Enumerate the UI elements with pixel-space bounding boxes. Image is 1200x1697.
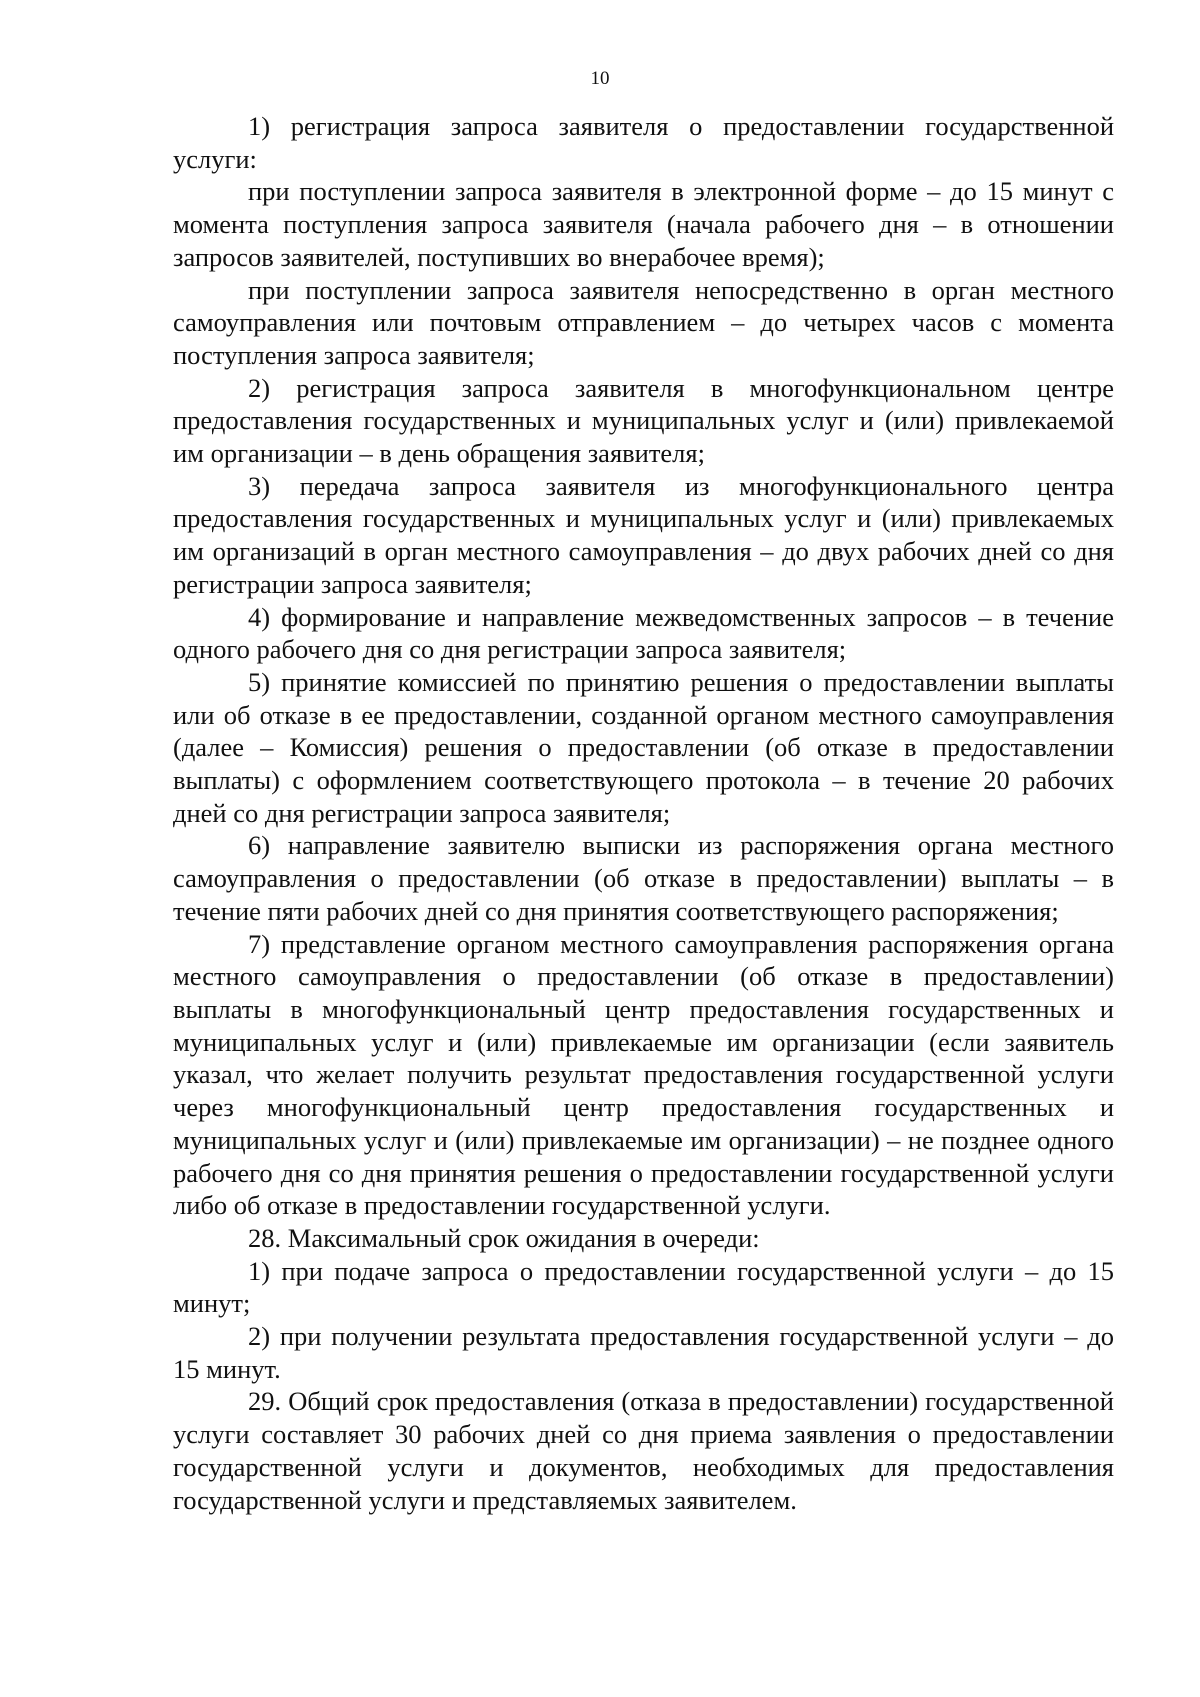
paragraph-commission-decision: 5) принятие комиссией по принятию решения о предоставлении выплаты или об отказе в ее предоставлении, созданной органом местного самоуправления (далее – Комиссия) решения о предоставлении (об отказе в предоставлении выплаты) с оформлением соответствующего протокола – в течение 20 рабочих дней со дня регистрации запроса заявителя; — [173, 666, 1114, 828]
paragraph-mfc-registration: 2) регистрация запроса заявителя в многофункциональном центре предоставления государственных и муниципальных услуг и (или) привлекаемой им организации – в день обращения заявителя; — [173, 372, 1114, 469]
paragraph-interagency-requests: 4) формирование и направление межведомственных запросов – в течение одного рабочего дня со дня регистрации запроса заявителя; — [173, 601, 1114, 665]
paragraph-order-submission: 7) представление органом местного самоуправления распоряжения органа местного самоуправления о предоставлении (об отказе в предоставлении) выплаты в многофункциональный центр предоставления государственных и муниципальных услуг и (или) привлекаемые им организации (если заявитель указал, что желает получить результат предоставления государственной услуги через многофункциональный центр предоставления государственных и муниципальных услуг и (или) привлекаемые им организации) – не позднее одного рабочего дня со дня принятия решения о предоставлении государственной услуги либо об отказе в предоставлении государственной услуги. — [173, 928, 1114, 1221]
paragraph-mfc-transfer: 3) передача запроса заявителя из многофункционального центра предоставления государственных и муниципальных услуг и (или) привлекаемых им организаций в орган местного самоуправления – до двух рабочих дней со дня регистрации запроса заявителя; — [173, 470, 1114, 599]
paragraph-extract-sending: 6) направление заявителю выписки из распоряжения органа местного самоуправления о предоставлении (об отказе в предоставлении) выплаты – в течение пяти рабочих дней со дня принятия соответствующего распоряжения; — [173, 830, 1114, 926]
paragraph-registration: 1) регистрация запроса заявителя о предоставлении государственной услуги: — [173, 111, 1114, 174]
paragraph-direct-request: при поступлении запроса заявителя непосредственно в орган местного самоуправления или почтовым отправлением – до четырех часов с момента поступления запроса заявителя; — [173, 274, 1114, 370]
page-number: 10 — [590, 68, 610, 89]
paragraph-electronic-request: при поступлении запроса заявителя в электронной форме – до 15 минут с момента поступления запроса заявителя (начала рабочего дня – в отношении запросов заявителей, поступивших во внерабочее время); — [173, 176, 1114, 272]
paragraph-queue-request: 1) при подаче запроса о предоставлении государственной услуги – до 15 минут; — [173, 1255, 1114, 1319]
paragraph-queue-time-heading: 28. Максимальный срок ожидания в очереди: — [248, 1222, 760, 1253]
document-body — [173, 110, 1114, 1516]
paragraph-queue-result: 2) при получении результата предоставления государственной услуги – до 15 минут. — [173, 1321, 1114, 1384]
paragraph-total-term: 29. Общий срок предоставления (отказа в предоставлении) государственной услуги составляет 30 рабочих дней со дня приема заявления о предоставлении государственной услуги и документов, необходимых для предоставления государственной услуги и представляемых заявителем. — [173, 1386, 1114, 1515]
